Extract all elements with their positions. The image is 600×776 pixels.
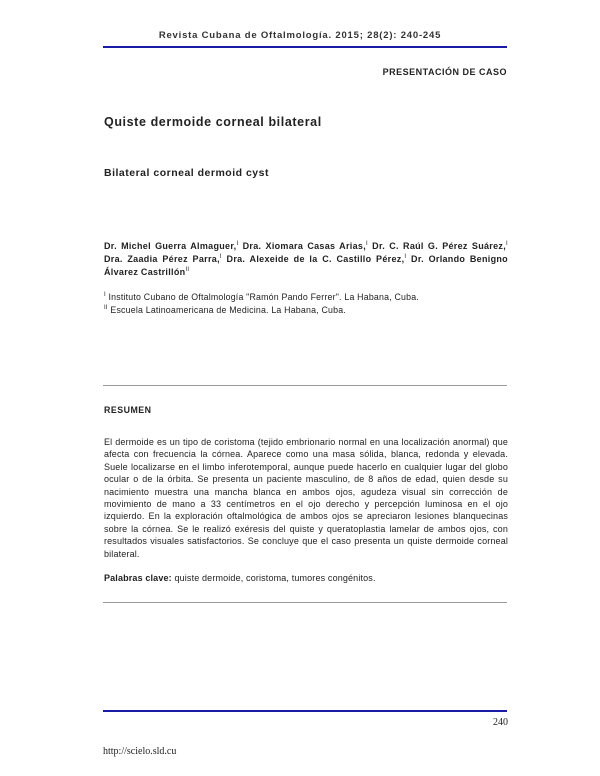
title-english: Bilateral corneal dermoid cyst — [104, 167, 269, 179]
author-affiliation-mark: I — [219, 254, 222, 260]
footer-url[interactable]: http://scielo.sld.cu — [103, 746, 177, 757]
affiliation-mark: II — [104, 305, 108, 312]
author-name: Dra. Alexeide de la C. Castillo Pérez, — [226, 254, 405, 264]
header-rule — [103, 46, 507, 48]
section-label: PRESENTACIÓN DE CASO — [382, 67, 507, 77]
author-name: Dr. Orlando Benigno Álvarez Castrillón — [104, 254, 508, 277]
affiliation — [104, 305, 346, 315]
author-affiliation-mark: I — [506, 241, 508, 247]
abstract-body: El dermoide es un tipo de coristoma (tejido embrionario normal en una localización anormal) que afecta con frecuencia la córnea. Aparece como una masa sólida, blanca, redonda y elevada. Suele localizarse en el limbo inferotemporal, aunque puede hacerlo en cualquier lugar del globo ocular o de la órbita. Se presenta un paciente masculino, de 8 años de edad, quien desde su nacimiento muestra una mancha blanca en ambos ojos, agudeza visual sin corrección de movimiento de mano a 33 centímetros en el ojo derecho y percepción luminosa en el ojo izquierdo. En la exploración oftalmológica de ambos ojos se apreciaron lesiones blanquecinas sobre la córnea. Se le realizó exéresis del quiste y queratoplastia lamelar de ambos ojos, con resultados visuales satisfactorios. Se concluye que el caso presenta un quiste dermoide corneal bilateral. — [104, 437, 508, 559]
author-name: Dra. Xiomara Casas Arias, — [242, 241, 366, 251]
abstract-heading: RESUMEN — [104, 405, 152, 415]
divider — [103, 602, 507, 603]
keywords-text: quiste dermoide, coristoma, tumores congénitos. — [174, 573, 376, 583]
author-affiliation-mark: I — [366, 241, 368, 247]
keywords-label: Palabras clave: — [104, 573, 172, 583]
page-number: 240 — [493, 717, 508, 728]
affiliation-text: Escuela Latinoamericana de Medicina. La Habana, Cuba. — [110, 305, 346, 315]
divider — [103, 385, 507, 386]
keywords — [104, 573, 376, 583]
author-affiliation-mark: I — [236, 241, 239, 247]
title-spanish: Quiste dermoide corneal bilateral — [104, 115, 322, 129]
author-affiliation-mark: I — [404, 254, 407, 260]
author-list — [104, 240, 508, 279]
author-name: Dr. Michel Guerra Almaguer, — [104, 241, 237, 251]
author-affiliation-mark: II — [185, 267, 190, 273]
affiliation-mark: I — [104, 292, 106, 299]
author-name: Dra. Zaadia Pérez Parra, — [104, 254, 220, 264]
author-name: Dr. C. Raúl G. Pérez Suárez, — [372, 241, 507, 251]
journal-citation: Revista Cubana de Oftalmología. 2015; 28(2): 240-245 — [158, 30, 442, 41]
affiliation-text: Instituto Cubano de Oftalmología "Ramón Pando Ferrer". La Habana, Cuba. — [108, 292, 419, 302]
affiliation — [104, 292, 419, 302]
footer-rule — [103, 710, 507, 712]
